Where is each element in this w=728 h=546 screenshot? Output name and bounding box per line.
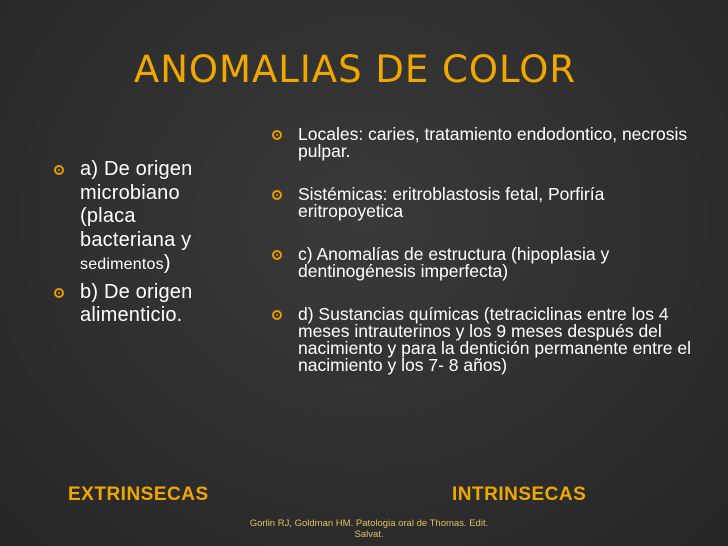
circle-bullet-icon <box>272 250 282 260</box>
intrinsic-label: INTRINSECAS <box>452 484 587 505</box>
list-item-text-tail: ) <box>163 252 171 274</box>
extrinsic-list <box>54 158 234 332</box>
circle-bullet-icon <box>272 310 282 320</box>
list-item <box>272 246 704 280</box>
list-item <box>272 306 704 374</box>
list-item-text: c) Anomalías de estructura (hipoplasia y dentinogénesis imperfecta) <box>298 244 610 281</box>
circle-bullet-icon <box>272 190 282 200</box>
citation: Gorlin RJ, Goldman HM. Patologia oral de Thomas. Edit. Salvat. <box>249 518 489 540</box>
list-item <box>272 186 704 220</box>
list-item-text: a) De origen microbiano (placa bacteriana y <box>80 158 193 251</box>
list-item <box>272 126 704 160</box>
list-item-text: Sistémicas: eritroblastosis fetal, Porfiría eritropoyetica <box>298 184 605 221</box>
list-item-text: d) Sustancias químicas (tetraciclinas entre los 4 meses intrauterinos y los 9 meses después del nacimiento y para la dentición permanente entre el nacimiento y los 7- 8 años) <box>298 304 692 375</box>
list-item <box>54 281 234 328</box>
circle-bullet-icon <box>54 165 64 175</box>
circle-bullet-icon <box>54 288 64 298</box>
list-item <box>54 158 234 277</box>
slide-title: ANOMALIAS DE COLOR <box>133 48 577 91</box>
list-item-text: Locales: caries, tratamiento endodontico, necrosis pulpar. <box>298 124 688 161</box>
extrinsic-label: EXTRINSECAS <box>68 484 209 505</box>
list-item-small-text: sedimentos <box>80 256 164 273</box>
list-item-text: b) De origen alimenticio. <box>80 280 193 326</box>
intrinsic-list <box>272 126 704 400</box>
circle-bullet-icon <box>272 130 282 140</box>
